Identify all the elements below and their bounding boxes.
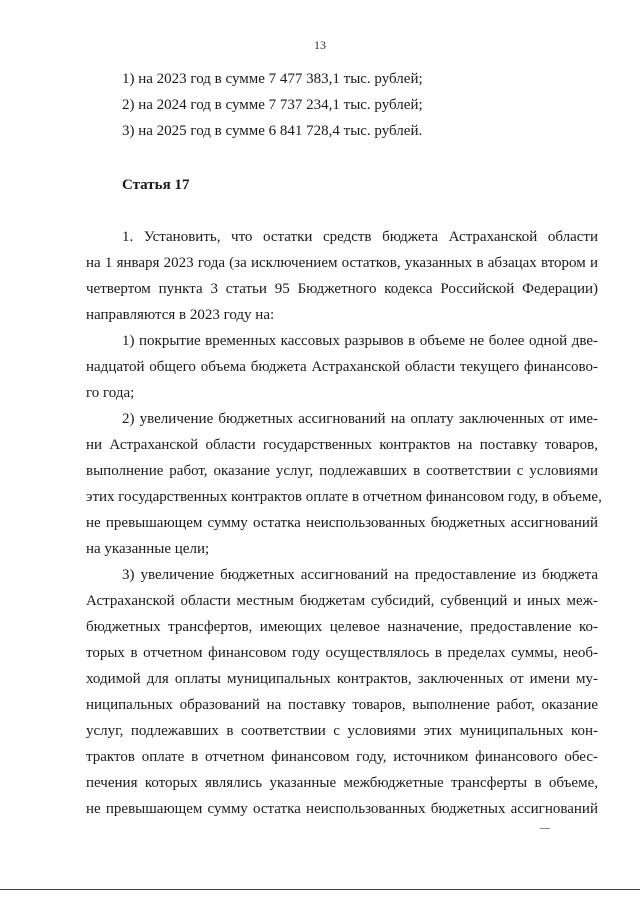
text-line: 1) покрытие временных кассовых разрывов в объеме не более одной две- <box>122 333 598 349</box>
amount-line-2024: 2) на 2024 год в сумме 7 737 234,1 тыс. рублей; <box>122 97 423 113</box>
text-line: 2) увеличение бюджетных ассигнований на оплату заключенных от име- <box>122 411 598 427</box>
page-number: 13 <box>314 38 326 52</box>
text-line: ниципальных образований на поставку товаров, выполнение работ, оказание <box>86 697 598 713</box>
text-line: на 1 января 2023 года (за исключением остатков, указанных в абзацах втором и <box>86 255 598 271</box>
text-line: ни Астраханской области государственных контрактов на поставку товаров, <box>86 437 598 453</box>
text-line: 3) увеличение бюджетных ассигнований на предоставление из бюджета <box>122 567 598 583</box>
text-line: ходимой для оплаты муниципальных контрактов, заключенных от имени му- <box>86 671 598 687</box>
text-line: надцатой общего объема бюджета Астраханской области текущего финансово- <box>86 359 598 375</box>
text-line: печения которых являлись указанные межбюджетные трансферты в объеме, <box>86 775 598 791</box>
amount-line-2025: 3) на 2025 год в сумме 6 841 728,4 тыс. рублей. <box>122 123 423 139</box>
text-line: четвертом пункта 3 статьи 95 Бюджетного кодекса Российской Федерации) <box>86 281 598 297</box>
text-line: не превышающем сумму остатка неиспользованных бюджетных ассигнований <box>86 515 598 531</box>
text-line: направляются в 2023 году на: <box>86 307 275 323</box>
text-line: этих государственных контрактов оплате в отчетном финансовом году, в объеме, <box>86 489 602 505</box>
paragraph-1 <box>86 224 598 328</box>
paragraph-3 <box>86 406 602 562</box>
text-line: трактов оплате в отчетном финансовом году, источником финансового обес- <box>86 749 598 765</box>
paragraph-2 <box>86 328 598 406</box>
text-line: го года; <box>86 385 135 401</box>
scan-mark <box>540 828 550 829</box>
document-body <box>86 66 602 822</box>
text-line: 1. Установить, что остатки средств бюджета Астраханской области <box>122 229 598 245</box>
amount-line-2023: 1) на 2023 год в сумме 7 477 383,1 тыс. рублей; <box>122 71 423 87</box>
text-line: торых в отчетном финансовом году осуществлялось в пределах суммы, необ- <box>86 645 598 661</box>
text-line: бюджетных трансфертов, имеющих целевое назначение, предоставление ко- <box>86 619 598 635</box>
text-line: услуг, подлежавших в соответствии с условиями этих муниципальных кон- <box>86 723 598 739</box>
text-line: не превышающем сумму остатка неиспользованных бюджетных ассигнований <box>86 801 598 817</box>
text-line: выполнение работ, оказание услуг, подлежавших в соответствии с условиями <box>86 463 598 479</box>
scan-edge-line <box>0 889 640 890</box>
article-title: Статья 17 <box>122 177 190 193</box>
paragraph-4 <box>86 562 598 822</box>
text-line: Астраханской области местным бюджетам субсидий, субвенций и иных меж- <box>86 593 598 609</box>
text-line: на указанные цели; <box>86 541 210 557</box>
